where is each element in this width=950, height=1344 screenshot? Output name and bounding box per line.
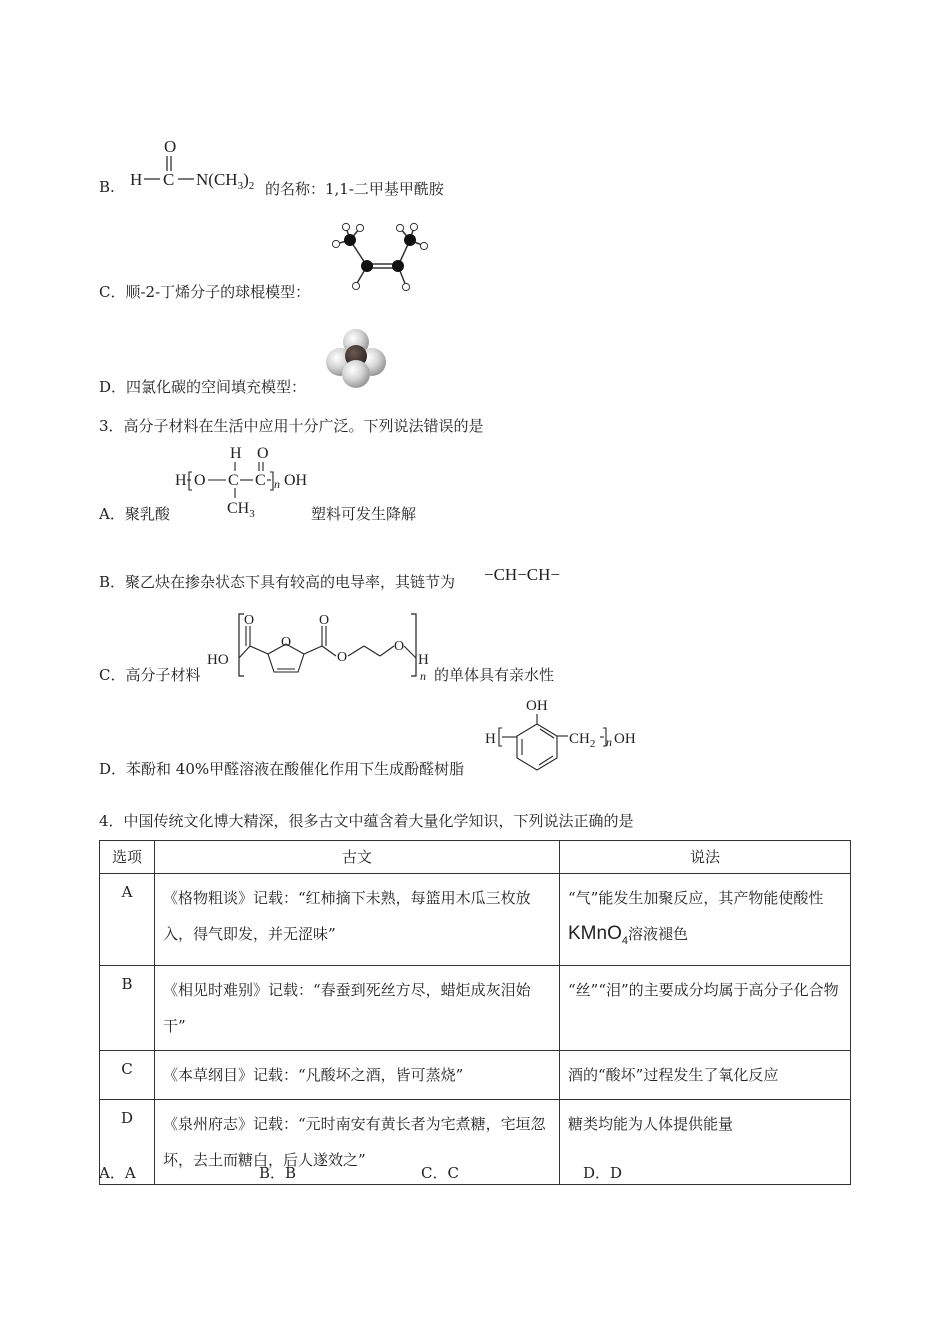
row-option: D (100, 1099, 155, 1184)
q2-option-b-text: 的名称：1,1-二甲基甲酰胺 (265, 180, 444, 198)
row-statement: “丝”“泪”的主要成分均属于高分子化合物 (560, 965, 851, 1050)
formamide-n-group: $N(CH_3)_2$ (196, 170, 255, 192)
answer-option-a: A．A (99, 1164, 136, 1182)
table-row (100, 1050, 851, 1099)
row-ancient-text: 《格物粗谈》记载：“红柿摘下未熟，每篮用木瓜三枚放入，得气即发，并无涩味” (155, 874, 560, 966)
answer-option-c: C．C (421, 1164, 459, 1182)
pla-oh: OH (284, 472, 308, 489)
formamide-structure (126, 134, 266, 196)
pf-ch2: $CH_2$ (569, 731, 596, 750)
row-ancient-text: 《相见时难别》记载：“春蚕到死丝方尽，蜡炬成灰泪始干” (155, 965, 560, 1050)
answer-option-d: D．D (583, 1164, 623, 1182)
header-statement: 说法 (560, 841, 851, 874)
header-option: 选项 (100, 841, 155, 874)
pla-c2: C (255, 472, 266, 489)
table-row (100, 1099, 851, 1184)
pef-o4: O (337, 650, 348, 665)
kmno4-formula: KMnO$_4$ (568, 923, 628, 947)
row-statement: 糖类均能为人体提供能量 (560, 1099, 851, 1184)
polylactic-acid-structure (172, 442, 322, 520)
table-header-row (100, 841, 851, 874)
row-statement: “气”能发生加聚反应，其产物能使酸性KMnO$_4$溶液褪色 (560, 874, 851, 966)
pef-o1: O (244, 613, 255, 628)
pef-n: n (420, 669, 426, 683)
q3-option-c-label: C．高分子材料 (99, 666, 201, 684)
q3-option-b-text: B．聚乙炔在掺杂状态下具有较高的电导率，其链节为 (99, 573, 456, 591)
table-row (100, 874, 851, 966)
row-ancient-text: 《泉州府志》记载：“元时南安有黄长者为宅煮糖，宅垣忽坏，去土而糖白，后人遂效之” (155, 1099, 560, 1184)
q2-option-b-letter: B. (99, 178, 115, 196)
pla-o: O (194, 472, 206, 489)
polyester-furan-structure (206, 606, 434, 686)
q3-option-a-after: 塑料可发生降解 (311, 505, 417, 523)
pla-ch3: $CH_3$ (227, 500, 255, 520)
row-ancient-text: 《本草纲目》记载：“凡酸坏之酒，皆可蒸烧” (155, 1050, 560, 1099)
phenolic-resin-structure (484, 694, 644, 776)
pla-h-left: H (175, 472, 187, 489)
q2-option-c-text: C．顺-2-丁烯分子的球棍模型： (99, 283, 311, 301)
table-row (100, 965, 851, 1050)
q4-stem: 4．中国传统文化博大精深，很多古文中蕴含着大量化学知识，下列说法正确的是 (99, 812, 634, 830)
polyacetylene-unit: −CH−CH− (484, 565, 560, 584)
pla-c1: C (228, 472, 239, 489)
cis-2-butene-ball-stick-model (326, 222, 436, 294)
ccl4-space-filling-model (324, 326, 388, 390)
pla-h-top: H (230, 445, 242, 462)
formamide-c: C (163, 170, 175, 189)
row-option: A (100, 874, 155, 966)
q3-option-d-text: D．苯酚和 40%甲醛溶液在酸催化作用下生成酚醛树脂 (99, 760, 465, 778)
row-statement: 酒的“酸坏”过程发生了氧化反应 (560, 1050, 851, 1099)
q3-option-a-label: A．聚乳酸 (99, 505, 170, 523)
pef-o3: O (319, 613, 330, 628)
row-option: C (100, 1050, 155, 1099)
formamide-o: O (164, 137, 177, 156)
pef-ho: HO (207, 652, 229, 668)
q2-option-d-text: D．四氯化碳的空间填充模型： (99, 378, 307, 396)
pf-oh: OH (614, 731, 636, 747)
header-ancient-text: 古文 (155, 841, 560, 874)
pef-o5: O (394, 639, 405, 654)
q3-stem: 3．高分子材料在生活中应用十分广泛。下列说法错误的是 (99, 417, 484, 435)
pf-n: n (606, 735, 612, 749)
answer-option-b: B．B (259, 1164, 297, 1182)
pef-h: H (418, 652, 429, 668)
q4-table (99, 840, 851, 1185)
pla-o-top: O (257, 445, 269, 462)
pef-o2: O (281, 635, 292, 650)
pf-oh-top: OH (526, 698, 548, 714)
pla-n: n (274, 477, 280, 491)
row-option: B (100, 965, 155, 1050)
pf-h: H (485, 731, 496, 747)
formamide-h: H (130, 170, 143, 189)
q3-option-c-after: 的单体具有亲水性 (434, 666, 555, 684)
